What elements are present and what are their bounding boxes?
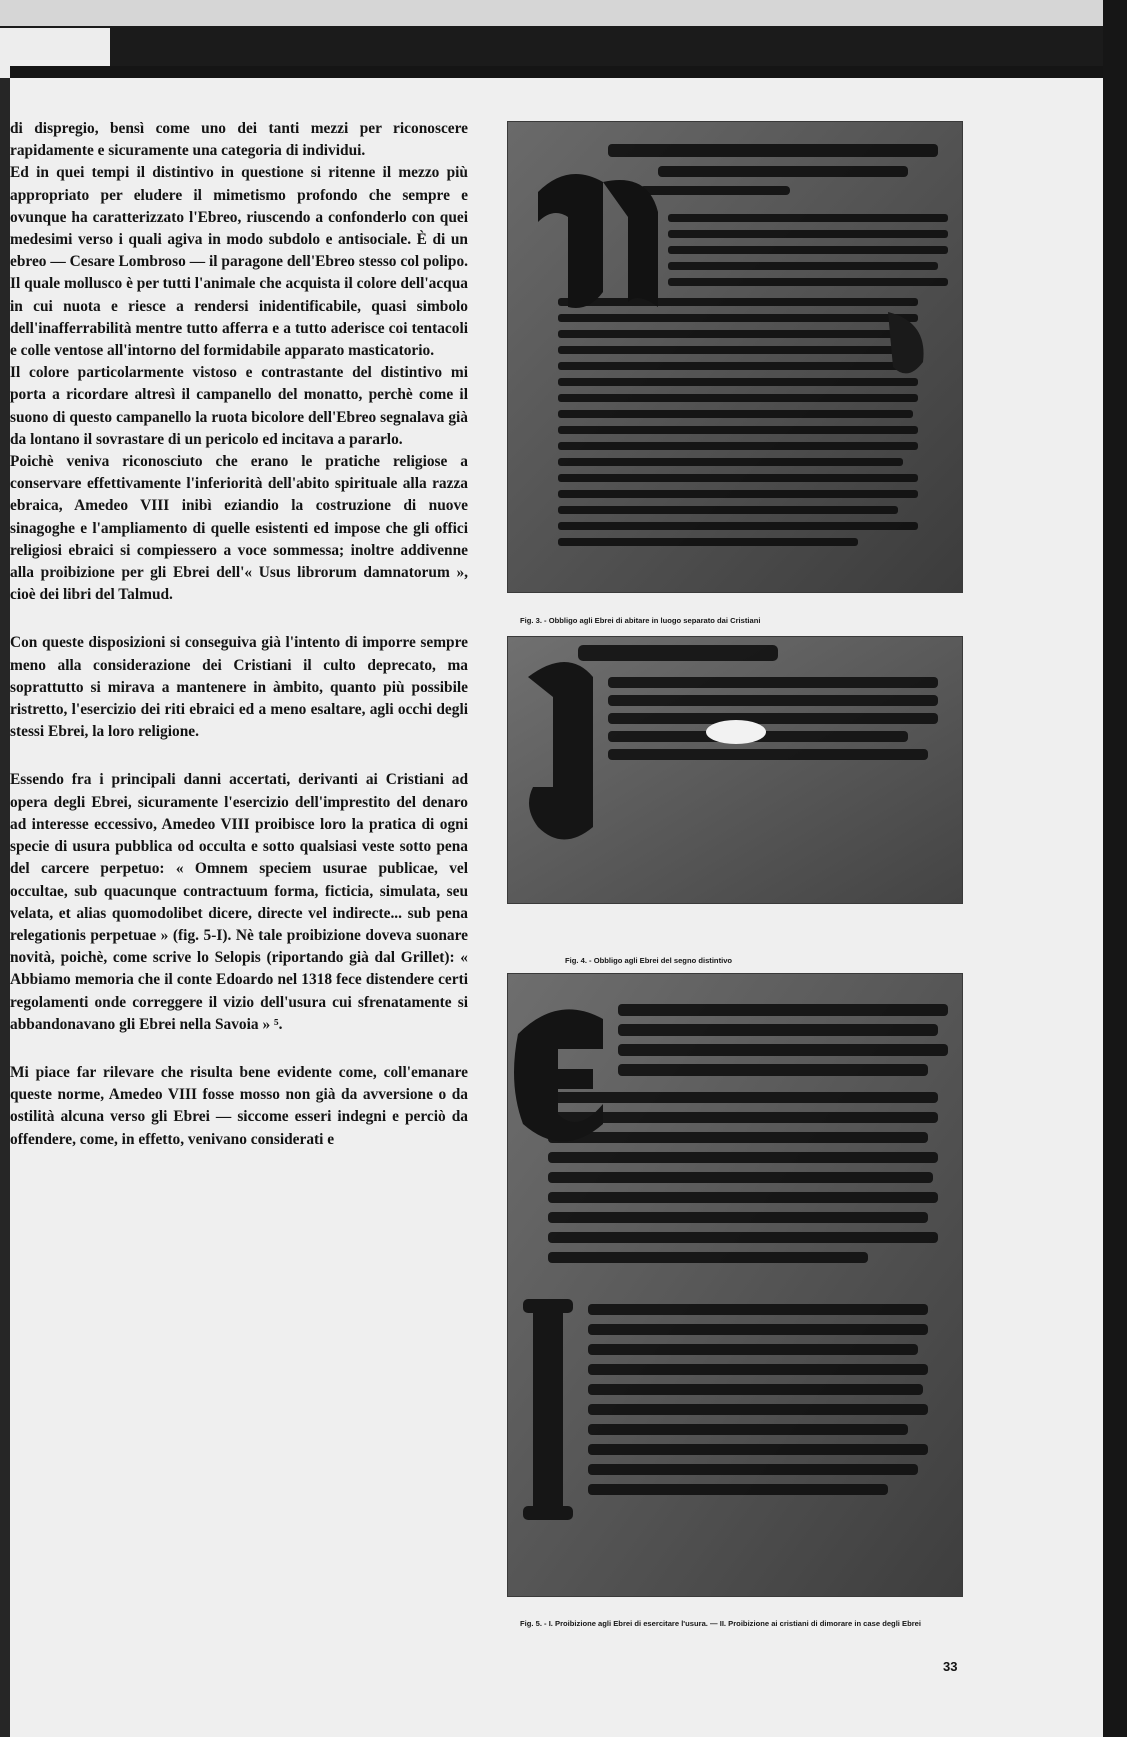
- paragraph-3: Il colore particolarmente vistoso e contrastante del distintivo mi porta a ricordare altresì il campanello del monatto, perchè come il suono di questo campanello la ruota bicolore dell'Ebreo segnalava già da lontano il sovrastare di un pericolo ed incitava a pararlo.: [10, 364, 468, 448]
- manuscript-figure-3: [508, 122, 962, 592]
- paragraph-7: Mi piace far rilevare che risulta bene evidente come, coll'emanare queste norme, Amedeo VIII fosse mosso non già da avversione o da ostilità alcuna verso gli Ebrei — siccome esseri indegni e perciò da offendere, come, in effetto, venivano considerati e: [10, 1063, 468, 1148]
- figure-3-caption: Fig. 3. - Obbligo agli Ebrei di abitare in luogo separato dai Cristiani: [520, 616, 761, 625]
- manuscript-figure-4: [508, 637, 962, 903]
- manuscript-figure-5: [508, 974, 962, 1596]
- paragraph-4: Poichè veniva riconosciuto che erano le pratiche religiose a conservare effettivamente l'inferiorità dell'abito spirituale alla razza ebraica, Amedeo VIII inibì eziandio la costruzione di nuove sinagoghe e l'ampliamento di quelle esistenti ed impose che gli offici religiosi ebraici si compiessero a voce sommessa; inoltre addivenne alla proibizione per gli Ebrei dell'« Usus librorum damnatorum », cioè dei libri del Talmud.: [10, 453, 468, 604]
- page-number: 33: [943, 1659, 958, 1674]
- figure-5-caption: Fig. 5. - I. Proibizione agli Ebrei di esercitare l'usura. — II. Proibizione ai cristiani di dimorare in case degli Ebrei: [520, 1619, 922, 1628]
- scan-top-margin: [0, 0, 1127, 26]
- paragraph-2: Ed in quei tempi il distintivo in questione si ritenne il mezzo più appropriato per eludere il mimetismo profondo che sempre e ovunque ha caratterizzato l'Ebreo, riuscendo a confonderlo con quei medesimi verso i quali agiva in modo subdolo e antisociale. È di un ebreo — Cesare Lombroso — il paragone dell'Ebreo stesso col polipo. Il quale mollusco è per tutti l'animale che acquista il colore dell'acqua in cui nuota e riesce a rendersi inidentificabile, quasi simbolo dell'inafferrabilità mentre tutto afferra e a tutto aderisce coi tentacoli e colle ventose all'intorno del formidabile apparato masticatorio.: [10, 164, 468, 360]
- scan-right-edge: [1103, 0, 1127, 1737]
- article-text-column: [10, 118, 468, 1151]
- paragraph-6: Essendo fra i principali danni accertati, derivanti ai Cristiani ad opera degli Ebrei, sicuramente l'esercizio dell'imprestito del denaro ad interesse eccessivo, Amedeo VIII proibisce loro la pratica di ogni specie di usura pubblica od occulta e sotto qualsiasi veste sotto pena del carcere perpetuo: « Omnem speciem usurae publicae, vel occultae, sub quacunque contractuum forma, ficticia, simulata, seu velata, et alias quomodolibet dicere, directe vel indirecte... sub pena relegationis perpetuae » (fig. 5-I). Nè tale proibizione doveva suonare novità, poichè, come scrive lo Selopis (riportando già dal Grillet): « Abbiamo memoria che il conte Edoardo nel 1318 fece distendere certi regolamenti onde correggere il vizio dell'usura cui sfrenatamente si abbandonavano gli Ebrei nella Savoia » ⁵.: [10, 771, 468, 1033]
- paragraph-5: Con queste disposizioni si conseguiva già l'intento di imporre sempre meno alla considerazione dei Cristiani il culto deprecato, ma soprattutto si mirava a mantenere in àmbito, quanto più possibile ristretto, l'esercizio dei riti ebraici ed a meno esaltare, agli occhi degli stessi Ebrei, la loro religione.: [10, 634, 468, 741]
- paragraph-1: di dispregio, bensì come uno dei tanti mezzi per riconoscere rapidamente e sicuramente una categoria di individui.: [10, 120, 468, 160]
- scan-left-edge: [0, 78, 10, 1737]
- figure-4-caption: Fig. 4. - Obbligo agli Ebrei del segno distintivo: [565, 956, 733, 965]
